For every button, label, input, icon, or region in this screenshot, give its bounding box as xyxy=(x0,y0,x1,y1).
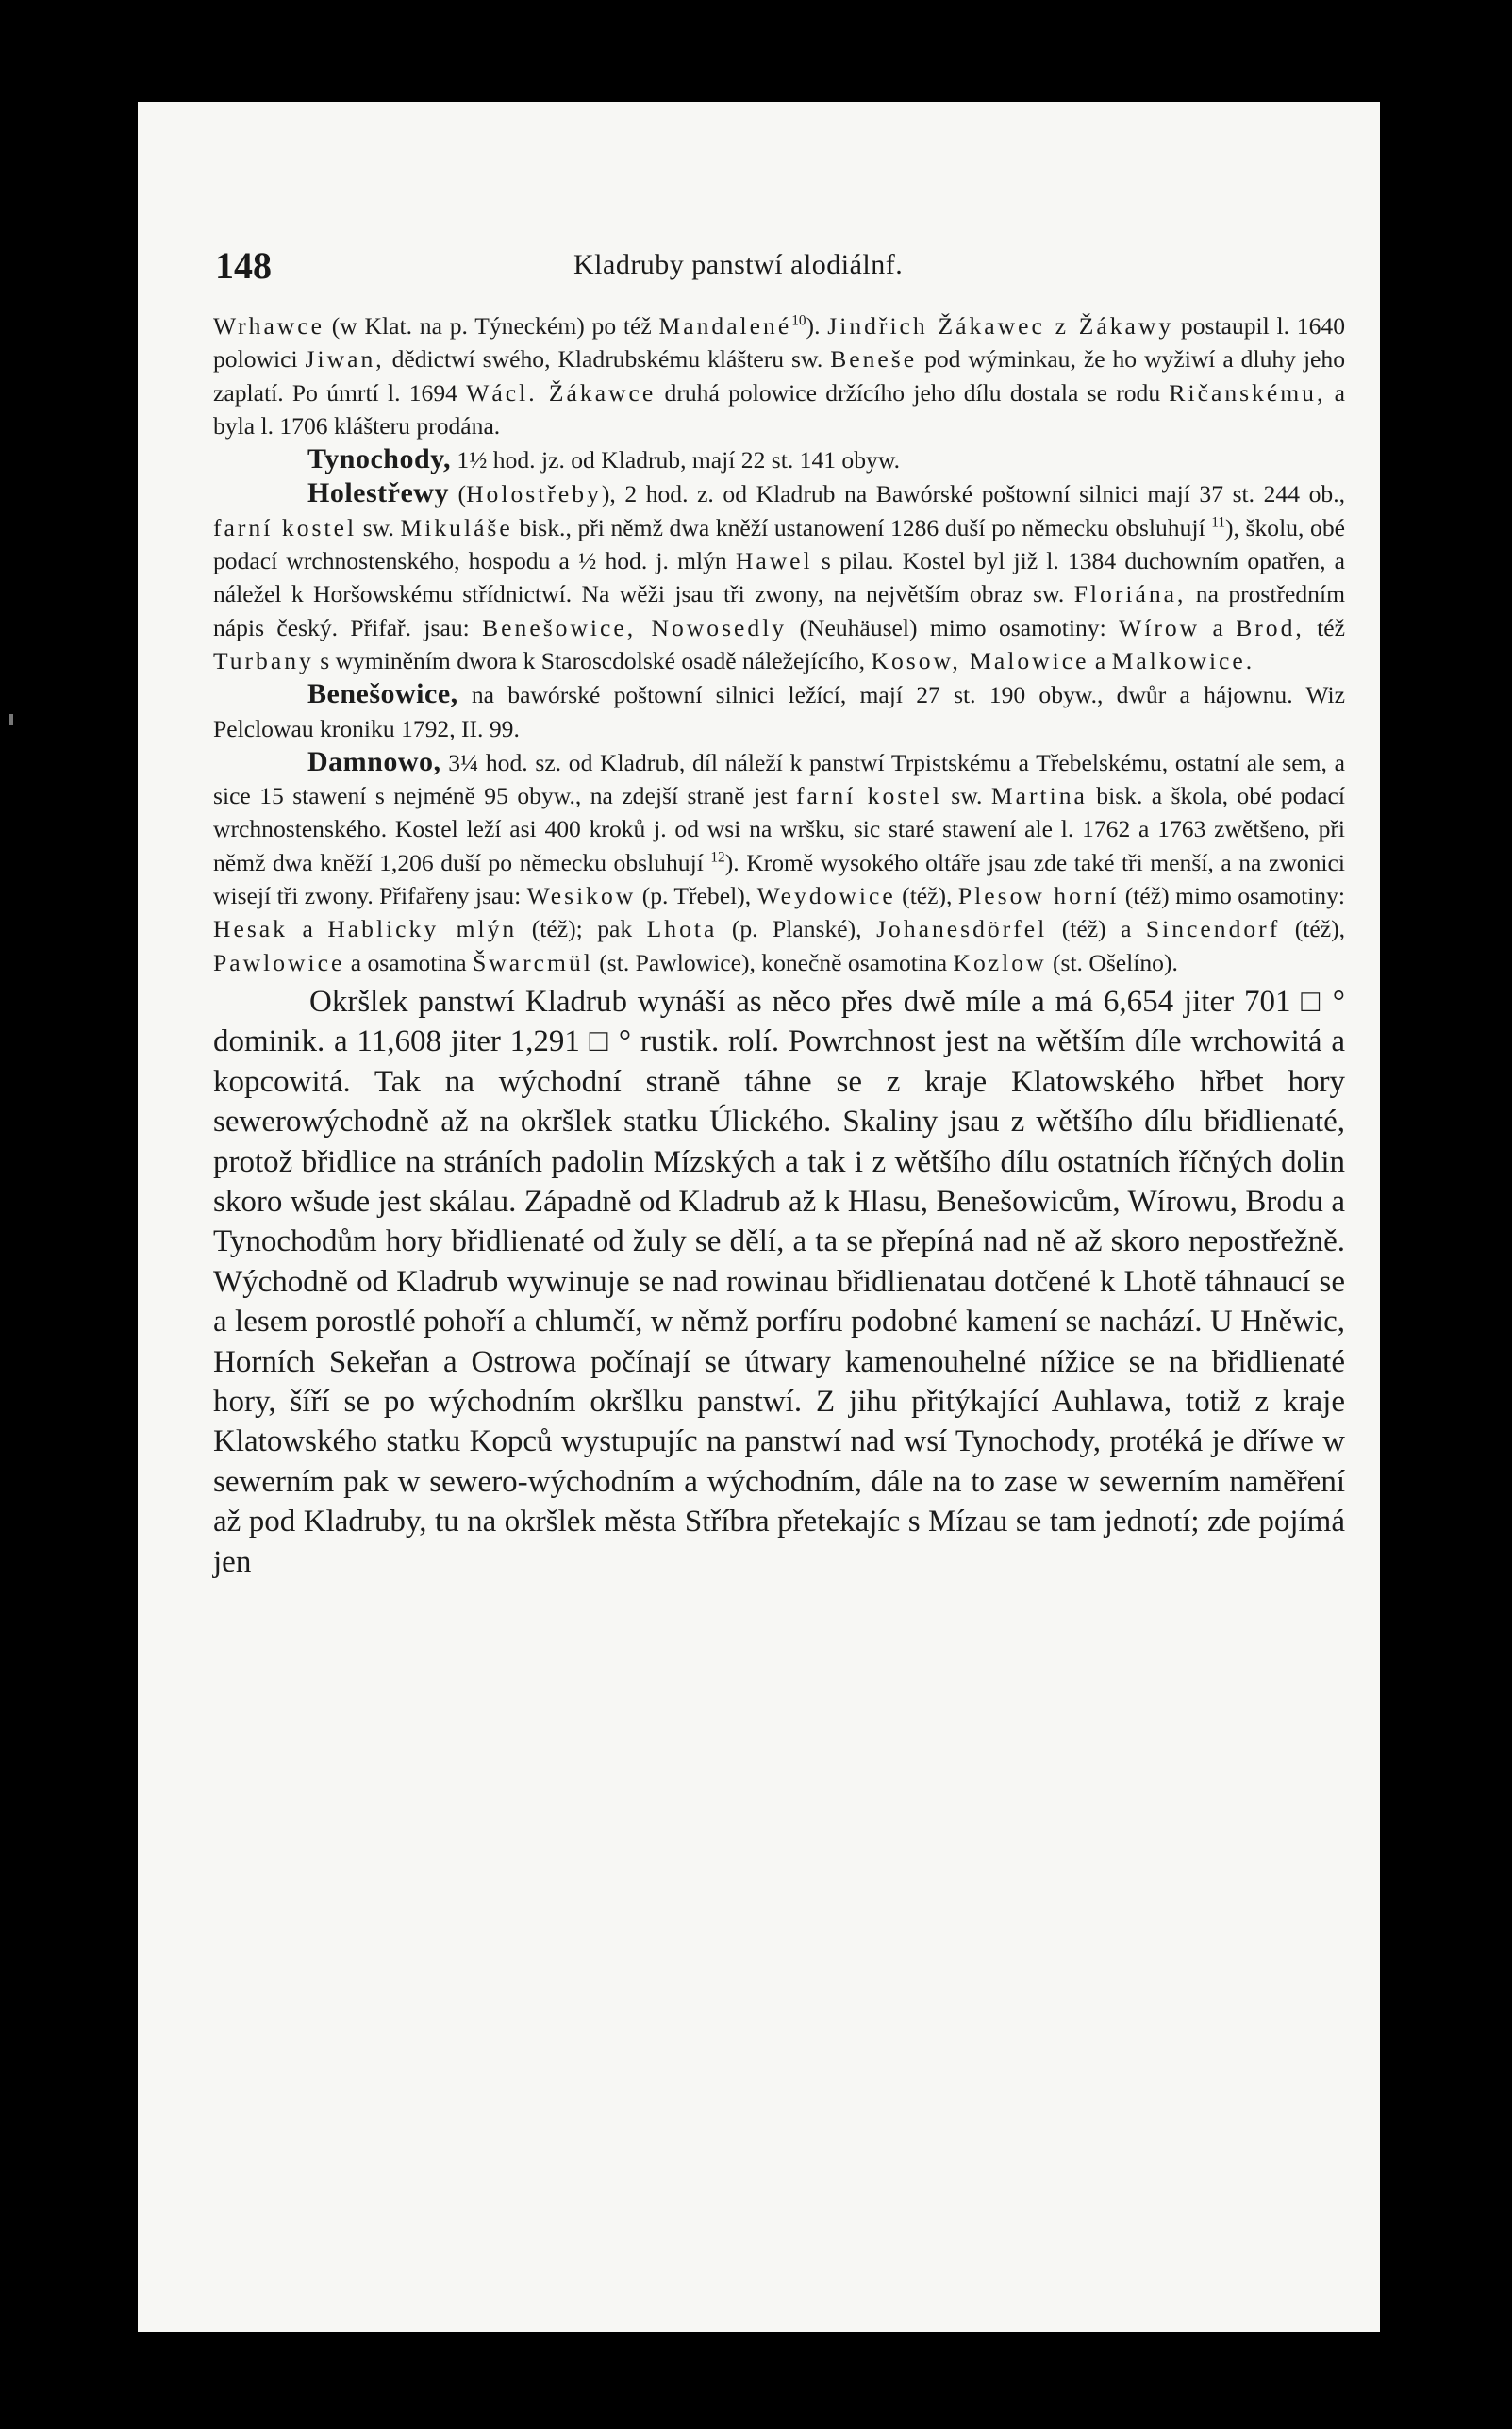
body-text xyxy=(213,309,1345,1582)
paragraph-wrhawce: Wrhawce (w Klat. na p. Týneckém) po též Mandalené$^{10}$). Jindřich Žákawec z Žákawy postaupil l. 1640 polowici Jiwan, dědictwí swého, Kladrubskému klášteru sw. Beneše pod wýminkau, že ho wyžiwí a dluhy jeho zaplatí. Po úmrtí l. 1694 Wácl. Žákawce druhá polowice držícího jeho dílu dostala se rodu Ričanskému, a byla l. 1706 klášteru prodána. xyxy=(213,312,1346,440)
entry-heading-damnowo: Damnowo, xyxy=(307,745,441,777)
paragraph-okrslek: Okršlek panstwí Kladrub wynáší as něco přes dwě míle a má 6,654 jiter 701 □ ° dominik. a 11,608 jiter 1,291 □ ° rustik. rolí. Powrchnost jest na wětším díle wrchowitá a kopcowitá. Tak na wýchodní straně táhne se z kraje Klatowského hřbet hory sewerowýchodně až na okršlek statku Úlického. Skaliny jsau z wětšího dílu břidlienaté, protož břidlice na stráních padolin Mízských a tak i z wětšího dílu ostatních říčných dolin skoro wšude jest skálau. Západně od Kladrub až k Hlasu, Benešowicům, Wírowu, Brodu a Tynochodům hory břidlienaté od žuly se dělí, a ta se přepíná nad ně až skoro nepostřežně. Wýchodně od Kladrub wywinuje se nad rowinau břidlienatau dotčené k Lhotě táhnaucí se a lesem porostlé pohoří a chlumčí, w němž porfíru podobné kamení se nachází. U Hněwic, Horních Sekeřan a Ostrowa počínají se útwary kamenouhelné nížice se na břidlienaté hory, šíří se po wýchodním okršlku panstwí. Z jihu přitýkající Auhlawa, totiž z kraje Klatowského statku Kopců wystupujíc na panstwí nad wsí Tynochody, protéká je dříwe w sewerním pak w sewero-wýchodním a wýchodním, dále na to zase w sewerním naměření až pod Kladruby, tu na okršlek města Stříbra přetekajíc s Mízau se tam jednotí; zde pojímá jen xyxy=(213,984,1345,1579)
entry-heading-holestrewy: Holestřewy xyxy=(307,477,449,509)
entry-heading-benesowice: Benešowice, xyxy=(307,678,458,710)
paragraph-damnowo: Damnowo, 3¼ hod. sz. od Kladrub, díl náleží k panstwí Trpistskému a Třebelskému, ostatní ale sem, a sice 15 stawení s nejméně 95 obyw., na zdejší straně jest farní kostel sw. Martina bisk. a škola, obé podací wrchnostenského. Kostel leží asi 400 kroků j. od wsi na wršku, sic staré stawení ale l. 1762 a 1763 zwětšeno, při němž dwa kněží 1,206 duší po německu obsluhují $^{12}$). Kromě wysokého oltáře jsau zde také tři menší, a na zwonici wisejí tři zwony. Přifařeny jsau: Wesikow (p. Třebel), Weydowice (též), Plesow horní (též) mimo osamotiny: Hesak a Hablicky mlýn (též); pak Lhota (p. Planské), Johanesdörfel (též) a Sincendorf (též), Pawlowice a osamotina Šwarcmül (st. Pawlowice), konečně osamotina Kozlow (st. Ošelíno). xyxy=(213,745,1346,976)
entry-heading-tynochody: Tynochody, xyxy=(307,443,451,475)
paragraph-tynochody: Tynochody, 1½ hod. jz. od Kladrub, mají 22 st. 141 obyw. xyxy=(307,443,901,475)
running-title: Kladruby panstwí alodiálnf. xyxy=(573,249,904,280)
paragraph-benesowice: Benešowice, na bawórské poštowní silnici ležící, mají 27 st. 190 obyw., dwůr a hájownu. Wiz Pelclowau kroniku 1792, II. 99. xyxy=(213,678,1345,742)
page-number: 148 xyxy=(215,244,272,287)
scan-margin-mark xyxy=(9,714,13,725)
page-header xyxy=(215,243,1347,291)
paragraph-holestrewy: Holestřewy (Holostřeby), 2 hod. z. od Kladrub na Bawórské poštowní silnici mají 37 st. 244 ob., farní kostel sw. Mikuláše bisk., při němž dwa kněží ustanowení 1286 duší po německu obsluhují $^{11}$), školu, obé podací wrchnostenského, hospodu a ½ hod. j. mlýn Hawel s pilau. Kostel byl již l. 1384 duchowním opatřen, a náležel k Horšowskému střídnictwí. Na wěži jsau tři zwony, na největším obraz sw. Floriána, na prostředním nápis český. Přifař. jsau: Benešowice, Nowosedly (Neuhäusel) mimo osamotiny: Wírow a Brod, též Turbany s wyminěním dwora k Staroscdolské osadě náležejícího, Kosow, Malowice a Malkowice. xyxy=(213,477,1346,674)
